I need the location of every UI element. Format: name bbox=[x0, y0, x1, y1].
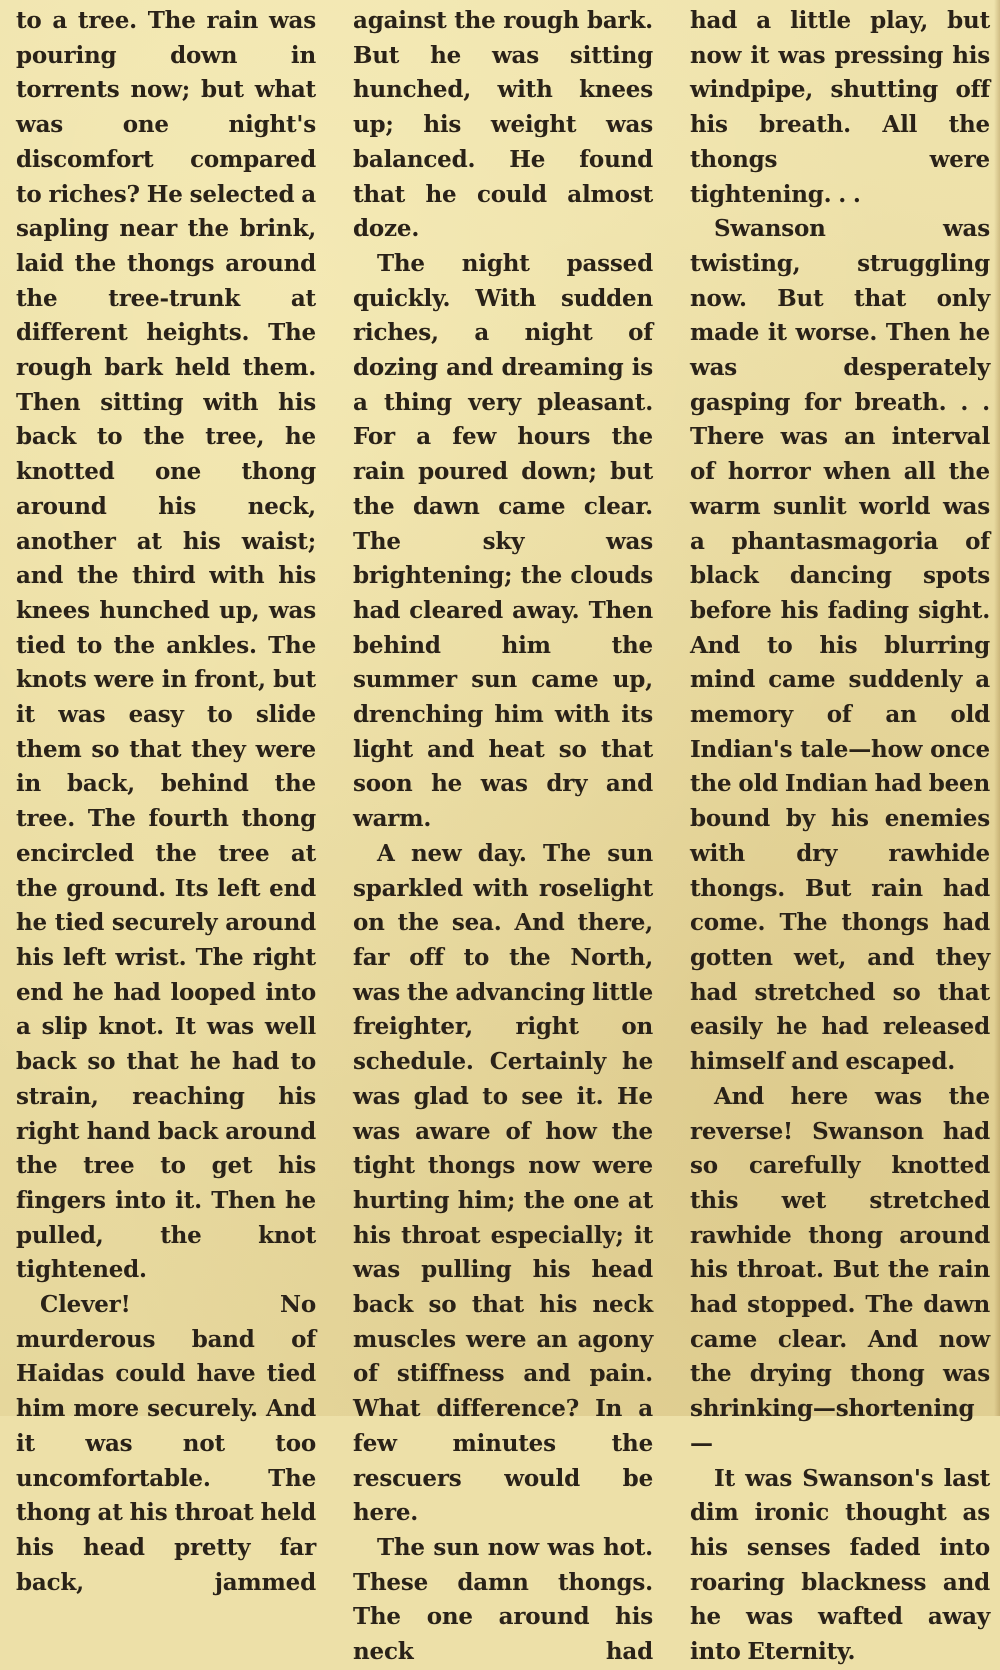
paragraph: Swanson was twisting, struggling now. But that only made it worse. Then he was desperately gasping for breath. . . There was an interval of horror when all the warm sunlit world was a phantasmagoria of black dancing spots before his fading sight. And to his blurring mind came suddenly a memory of an old Indian's tale—how once the old Indian had been bound by his enemies with dry rawhide thongs. But rain had come. The thongs had gotten wet, and they had stretched so that easily he had released himself and escaped. bbox=[690, 215, 990, 1076]
paragraph: Clever! No murderous band of Haidas could have tied him more securely. And it was not too uncomfortable. The thong at his throat held his head pretty far back, jammed bbox=[16, 1291, 316, 1596]
text-column-1 bbox=[16, 4, 316, 1596]
text-column-3 bbox=[690, 4, 990, 1666]
text-column-2 bbox=[353, 4, 653, 1666]
paragraph: against the rough bark. But he was sitting hunched, with knees up; his weight was balanced. He found that he could almost doze. bbox=[353, 7, 653, 243]
paragraph: And here was the reverse! Swanson had so carefully knotted this wet stretched rawhide thong around his throat. But the rain had stopped. The dawn came clear. And now the drying thong was shrinking—shortening— bbox=[690, 1082, 990, 1457]
paragraph: had a little play, but now it was pressing his windpipe, shutting off his breath. All the thongs were tightening. . . bbox=[690, 7, 990, 208]
paragraph: The sun now was hot. These damn thongs. The one around his neck had bbox=[353, 1533, 653, 1666]
paragraph: A new day. The sun sparkled with roselight on the sea. And there, far off to the North, was the advancing little freighter, right on schedule. Certainly he was glad to see it. He was aware of how the tight thongs now were hurting him; the one at his throat especially; it was pulling his head back so that his neck muscles were an agony of stiffness and pain. What difference? In a few minutes the rescuers would be here. bbox=[353, 839, 653, 1527]
paragraph: The night passed quickly. With sudden riches, a night of dozing and dreaming is a thing very pleasant. For a few hours the rain poured down; but the dawn came clear. The sky was brightening; the clouds had cleared away. Then behind him the summer sun came up, drenching him with its light and heat so that soon he was dry and warm. bbox=[353, 249, 653, 833]
paragraph: It was Swanson's last dim ironic thought as his senses faded into roaring blackness and he was wafted away into Eternity. bbox=[690, 1464, 990, 1666]
paragraph: to a tree. The rain was pouring down in torrents now; but what was one night's discomfort compared to riches? He selected a sapling near the brink, laid the thongs around the tree-trunk at different heights. The rough bark held them. Then sitting with his back to the tree, he knotted one thong around his neck, another at his waist; and the third with his knees hunched up, was tied to the ankles. The knots were in front, but it was easy to slide them so that they were in back, behind the tree. The fourth thong encircled the tree at the ground. Its left end he tied securely around his left wrist. The right end he had looped into a slip knot. It was well back so that he had to strain, reaching his right hand back around the tree to get his fingers into it. Then he pulled, the knot tightened. bbox=[16, 7, 316, 1284]
